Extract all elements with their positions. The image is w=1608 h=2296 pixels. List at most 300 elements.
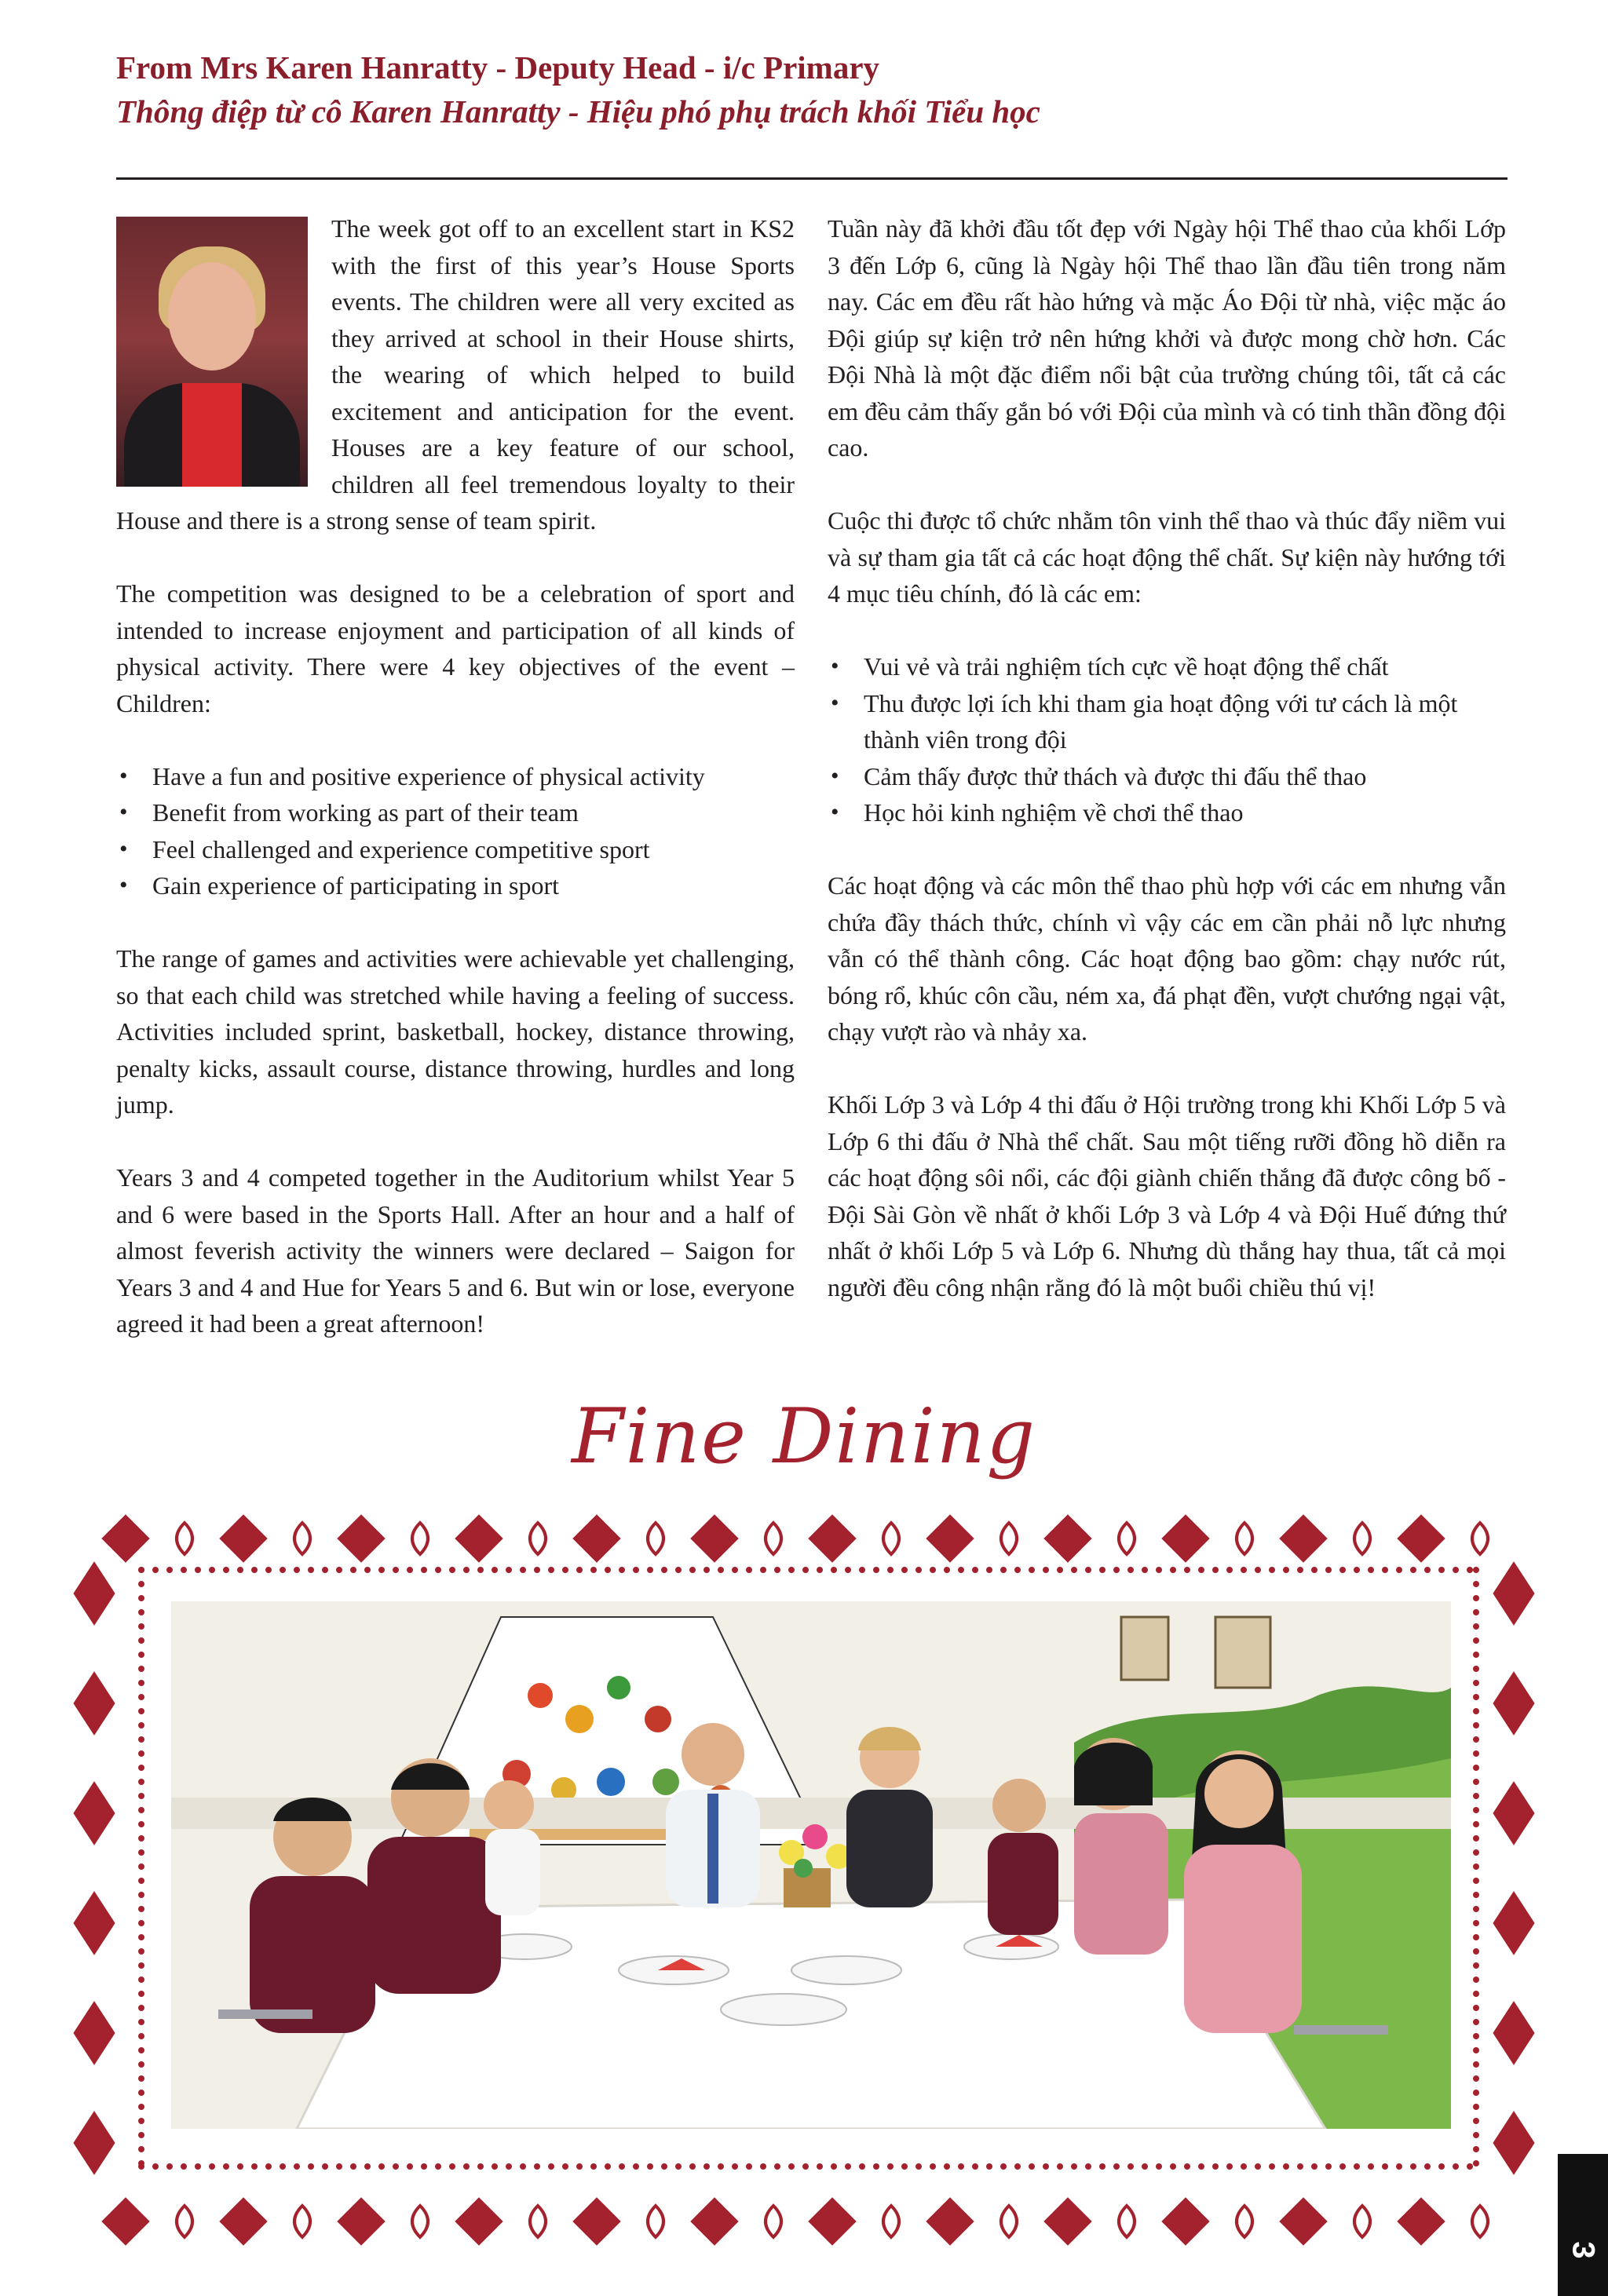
frame-dot bbox=[1474, 1765, 1479, 1771]
frame-dot bbox=[690, 1568, 696, 1573]
frame-diamond bbox=[691, 1515, 738, 1562]
frame-diamond bbox=[1280, 1515, 1327, 1562]
frame-diamond bbox=[573, 1515, 620, 1562]
frame-dot bbox=[238, 1568, 243, 1573]
frame-dot bbox=[959, 2164, 964, 2170]
frame-dot bbox=[139, 1864, 144, 1870]
frame-dot bbox=[1474, 1949, 1479, 1955]
frame-dot bbox=[690, 2164, 696, 2170]
frame-dot bbox=[351, 2164, 356, 2170]
frame-dot bbox=[846, 1568, 851, 1573]
frame-dot bbox=[379, 1568, 385, 1573]
frame-leaf bbox=[177, 2206, 192, 2237]
frame-dot bbox=[464, 2164, 470, 2170]
frame-dot bbox=[676, 1568, 682, 1573]
frame-dot bbox=[294, 2164, 300, 2170]
frame-dot bbox=[1474, 1907, 1479, 1912]
frame-dot bbox=[139, 1652, 144, 1658]
frame-dot bbox=[1001, 1568, 1007, 1573]
frame-dot bbox=[888, 1568, 894, 1573]
frame-dot bbox=[1474, 1822, 1479, 1827]
frame-dot bbox=[1185, 2164, 1190, 2170]
frame-dot bbox=[1270, 1568, 1275, 1573]
frame-dot bbox=[1474, 2062, 1479, 2068]
frame-dot bbox=[1474, 1723, 1479, 1728]
frame-diamond bbox=[74, 1562, 115, 1625]
frame-leaf bbox=[766, 1523, 781, 1554]
frame-dot bbox=[309, 1568, 314, 1573]
frame-dot bbox=[139, 2034, 144, 2039]
frame-dot bbox=[1086, 2164, 1091, 2170]
frame-dot bbox=[1474, 2104, 1479, 2110]
frame-dot bbox=[139, 1963, 144, 1969]
frame-dot bbox=[860, 1568, 865, 1573]
frame-diamond bbox=[220, 2198, 267, 2245]
frame-dot bbox=[181, 2164, 187, 2170]
page-number-tab bbox=[1558, 2154, 1608, 2296]
frame-dot bbox=[619, 1568, 625, 1573]
frame-diamond bbox=[1162, 1515, 1209, 1562]
frame-dot bbox=[450, 2164, 455, 2170]
frame-dot bbox=[718, 1568, 724, 1573]
frame-dot bbox=[139, 2104, 144, 2110]
frame-dot bbox=[1326, 1568, 1332, 1573]
frame-dot bbox=[1474, 2119, 1479, 2124]
frame-dot bbox=[153, 1568, 159, 1573]
frame-dot bbox=[648, 2164, 653, 2170]
frame-leaf bbox=[1354, 2206, 1370, 2237]
frame-dot bbox=[266, 2164, 272, 2170]
frame-dot bbox=[831, 2164, 837, 2170]
frame-leaf bbox=[294, 1523, 310, 1554]
frame-dot bbox=[139, 1610, 144, 1615]
frame-dot bbox=[1474, 2034, 1479, 2039]
frame-dot bbox=[916, 1568, 922, 1573]
frame-dot bbox=[1284, 1568, 1289, 1573]
frame-dot bbox=[1453, 2164, 1459, 2170]
frame-dot bbox=[831, 1568, 837, 1573]
frame-dot bbox=[1241, 1568, 1247, 1573]
frame-dot bbox=[139, 1991, 144, 1997]
frame-dot bbox=[945, 1568, 950, 1573]
frame-dot bbox=[464, 1568, 470, 1573]
frame-dot bbox=[1474, 1751, 1479, 1757]
frame-dot bbox=[1474, 2048, 1479, 2053]
frame-dot bbox=[1043, 1568, 1049, 1573]
frame-dot bbox=[224, 1568, 229, 1573]
frame-dot bbox=[139, 1582, 144, 1587]
frame-leaf bbox=[177, 1523, 192, 1554]
frame-dot bbox=[1474, 1779, 1479, 1785]
list-item: • Gain experience of participating in sport bbox=[116, 867, 795, 904]
frame-dot bbox=[634, 2164, 639, 2170]
list-item: • Cảm thấy được thử thách và được thi đấu thể thao bbox=[828, 758, 1506, 795]
frame-dot bbox=[775, 2164, 780, 2170]
frame-dot bbox=[1142, 1568, 1148, 1573]
frame-dot bbox=[139, 1949, 144, 1955]
frame-diamond bbox=[74, 2002, 115, 2064]
frame-dot bbox=[1474, 1638, 1479, 1644]
frame-dot bbox=[139, 1779, 144, 1785]
frame-dot bbox=[1043, 2164, 1049, 2170]
frame-diamond bbox=[1280, 2198, 1327, 2245]
frame-dot bbox=[1369, 1568, 1374, 1573]
english-paragraph-3: The range of games and activities were achievable yet challenging, so that each child was stretched while having a feeling of success. Activities included sprint, basketball, hockey, distance throwing, penalty kicks, assault course, distance throwing, hurdles and long jump. bbox=[116, 944, 795, 1119]
frame-dot bbox=[605, 1568, 611, 1573]
frame-dot bbox=[1383, 1568, 1388, 1573]
frame-dot bbox=[846, 2164, 851, 2170]
frame-dot bbox=[1340, 2164, 1346, 2170]
frame-dot bbox=[591, 2164, 597, 2170]
frame-leaf bbox=[294, 2206, 310, 2237]
frame-diamond bbox=[691, 2198, 738, 2245]
frame-dot bbox=[1397, 2164, 1402, 2170]
frame-dot bbox=[733, 2164, 738, 2170]
frame-dot bbox=[167, 2164, 173, 2170]
frame-dot bbox=[139, 1935, 144, 1940]
frame-dot bbox=[1474, 1850, 1479, 1856]
frame-dot bbox=[817, 1568, 823, 1573]
frame-dot bbox=[139, 2020, 144, 2025]
frame-dot bbox=[1474, 1864, 1479, 1870]
frame-dot bbox=[1474, 1610, 1479, 1615]
page-number: 3 bbox=[1566, 2241, 1601, 2259]
frame-leaf bbox=[648, 2206, 663, 2237]
frame-dot bbox=[139, 1850, 144, 1856]
frame-dot bbox=[407, 1568, 413, 1573]
frame-dot bbox=[1171, 1568, 1176, 1573]
frame-dot bbox=[139, 1638, 144, 1644]
frame-dot bbox=[1227, 1568, 1233, 1573]
frame-leaf bbox=[412, 2206, 428, 2237]
frame-dot bbox=[337, 2164, 342, 2170]
frame-diamond bbox=[1162, 2198, 1209, 2245]
frame-dot bbox=[1439, 2164, 1445, 2170]
frame-dot bbox=[210, 1568, 215, 1573]
frame-dot bbox=[619, 2164, 625, 2170]
frame-dot bbox=[747, 2164, 752, 2170]
frame-dot bbox=[139, 1695, 144, 1700]
frame-dot bbox=[1029, 1568, 1035, 1573]
frame-dot bbox=[973, 1568, 978, 1573]
frame-dot bbox=[139, 1624, 144, 1630]
frame-dot bbox=[1157, 2164, 1162, 2170]
frame-dot bbox=[1474, 1582, 1479, 1587]
frame-dot bbox=[139, 2133, 144, 2138]
frame-diamond bbox=[1398, 1515, 1445, 1562]
frame-dot bbox=[139, 1836, 144, 1842]
frame-dot bbox=[181, 1568, 187, 1573]
frame-dot bbox=[1397, 1568, 1402, 1573]
frame-dot bbox=[1001, 2164, 1007, 2170]
frame-dot bbox=[817, 2164, 823, 2170]
frame-diamond bbox=[220, 1515, 267, 1562]
frame-diamond bbox=[455, 1515, 502, 1562]
frame-dot bbox=[1474, 1893, 1479, 1898]
frame-dot bbox=[563, 1568, 568, 1573]
frame-dot bbox=[1474, 2133, 1479, 2138]
frame-dot bbox=[1086, 1568, 1091, 1573]
frame-dot bbox=[591, 1568, 597, 1573]
frame-dot bbox=[1474, 2006, 1479, 2011]
frame-leaf bbox=[883, 2206, 899, 2237]
frame-dot bbox=[478, 1568, 484, 1573]
frame-dot bbox=[323, 1568, 328, 1573]
frame-dot bbox=[139, 1808, 144, 1813]
frame-leaf bbox=[1354, 1523, 1370, 1554]
frame-dot bbox=[1199, 2164, 1204, 2170]
frame-dot bbox=[238, 2164, 243, 2170]
frame-dot bbox=[1474, 1935, 1479, 1940]
frame-leaf bbox=[1472, 2206, 1488, 2237]
frame-dot bbox=[662, 2164, 667, 2170]
frame-diamond bbox=[926, 1515, 974, 1562]
frame-dot bbox=[139, 1907, 144, 1912]
frame-dot bbox=[1213, 1568, 1219, 1573]
frame-dot bbox=[337, 1568, 342, 1573]
frame-dot bbox=[139, 1596, 144, 1601]
frame-dot bbox=[252, 1568, 258, 1573]
frame-dot bbox=[1213, 2164, 1219, 2170]
list-item: • Have a fun and positive experience of physical activity bbox=[116, 758, 795, 795]
frame-dot bbox=[1171, 2164, 1176, 2170]
frame-dot bbox=[1128, 2164, 1134, 2170]
frame-dot bbox=[294, 1568, 300, 1573]
frame-dot bbox=[266, 1568, 272, 1573]
frame-dot bbox=[1383, 2164, 1388, 2170]
frame-dot bbox=[139, 1737, 144, 1743]
frame-dot bbox=[139, 2161, 144, 2166]
frame-dot bbox=[1185, 1568, 1190, 1573]
frame-dot bbox=[1467, 2164, 1473, 2170]
frame-dot bbox=[1058, 2164, 1063, 2170]
frame-dot bbox=[549, 1568, 554, 1573]
frame-diamond bbox=[1493, 1672, 1534, 1735]
frame-diamond bbox=[74, 1672, 115, 1735]
frame-dot bbox=[139, 2147, 144, 2152]
frame-dot bbox=[422, 2164, 427, 2170]
frame-dot bbox=[323, 2164, 328, 2170]
frame-dot bbox=[139, 1765, 144, 1771]
frame-dot bbox=[1467, 1568, 1473, 1573]
frame-dot bbox=[1015, 1568, 1021, 1573]
frame-dot bbox=[280, 2164, 286, 2170]
frame-dot bbox=[959, 1568, 964, 1573]
frame-dot bbox=[521, 1568, 526, 1573]
frame-leaf bbox=[1119, 2206, 1135, 2237]
frame-dot bbox=[1298, 1568, 1303, 1573]
dining-photo bbox=[171, 1601, 1451, 2129]
frame-diamond bbox=[926, 2198, 974, 2245]
frame-dot bbox=[1474, 2090, 1479, 2096]
frame-dot bbox=[1255, 2164, 1261, 2170]
frame-dot bbox=[987, 1568, 992, 1573]
frame-dot bbox=[1241, 2164, 1247, 2170]
frame-leaf bbox=[1237, 2206, 1252, 2237]
frame-dot bbox=[1411, 1568, 1416, 1573]
frame-dot bbox=[1072, 2164, 1077, 2170]
frame-leaf bbox=[883, 1523, 899, 1554]
frame-dot bbox=[1474, 1794, 1479, 1799]
frame-dot bbox=[1015, 2164, 1021, 2170]
frame-leaf bbox=[1001, 2206, 1017, 2237]
frame-diamond bbox=[74, 1892, 115, 1955]
frame-dot bbox=[973, 2164, 978, 2170]
list-item: • Vui vẻ và trải nghiệm tích cực về hoạt động thể chất bbox=[828, 648, 1506, 685]
frame-dot bbox=[1425, 1568, 1431, 1573]
frame-dot bbox=[365, 1568, 371, 1573]
frame-dot bbox=[1439, 1568, 1445, 1573]
frame-dot bbox=[535, 2164, 540, 2170]
frame-dot bbox=[506, 2164, 512, 2170]
frame-dot bbox=[902, 2164, 908, 2170]
frame-dot bbox=[393, 2164, 399, 2170]
frame-dot bbox=[379, 2164, 385, 2170]
frame-dot bbox=[210, 2164, 215, 2170]
frame-dot bbox=[761, 2164, 766, 2170]
frame-dot bbox=[139, 2048, 144, 2053]
frame-dot bbox=[789, 2164, 795, 2170]
frame-dot bbox=[676, 2164, 682, 2170]
frame-dot bbox=[309, 2164, 314, 2170]
frame-leaf bbox=[530, 2206, 546, 2237]
frame-dot bbox=[407, 2164, 413, 2170]
frame-dot bbox=[196, 1568, 201, 1573]
frame-dot bbox=[1100, 1568, 1106, 1573]
frame-dot bbox=[1411, 2164, 1416, 2170]
frame-dot bbox=[1114, 1568, 1120, 1573]
frame-dot bbox=[874, 2164, 879, 2170]
frame-dot bbox=[1453, 1568, 1459, 1573]
frame-dot bbox=[1474, 2147, 1479, 2152]
frame-diamond bbox=[102, 1515, 149, 1562]
list-item: • Benefit from working as part of their team bbox=[116, 794, 795, 831]
frame-dot bbox=[196, 2164, 201, 2170]
frame-dot bbox=[789, 1568, 795, 1573]
frame-dot bbox=[1474, 1963, 1479, 1969]
frame-dot bbox=[930, 2164, 936, 2170]
frame-dot bbox=[139, 2090, 144, 2096]
frame-dot bbox=[139, 1568, 144, 1573]
frame-dot bbox=[549, 2164, 554, 2170]
frame-leaf bbox=[648, 1523, 663, 1554]
frame-dot bbox=[1298, 2164, 1303, 2170]
frame-dot bbox=[1474, 1808, 1479, 1813]
frame-diamond bbox=[809, 2198, 856, 2245]
frame-dot bbox=[139, 1709, 144, 1714]
frame-leaf bbox=[766, 2206, 781, 2237]
frame-dot bbox=[563, 2164, 568, 2170]
frame-dot bbox=[1474, 1878, 1479, 1884]
frame-dot bbox=[139, 1822, 144, 1827]
frame-dot bbox=[704, 2164, 710, 2170]
frame-dot bbox=[139, 1666, 144, 1672]
frame-dot bbox=[436, 2164, 441, 2170]
frame-dot bbox=[506, 1568, 512, 1573]
article-title-english: From Mrs Karen Hanratty - Deputy Head - i/c Primary bbox=[116, 49, 880, 86]
frame-dot bbox=[888, 2164, 894, 2170]
frame-dot bbox=[1474, 1921, 1479, 1926]
frame-diamond bbox=[809, 1515, 856, 1562]
frame-dot bbox=[139, 1878, 144, 1884]
frame-dot bbox=[761, 1568, 766, 1573]
frame-dot bbox=[139, 2076, 144, 2082]
frame-dot bbox=[1369, 2164, 1374, 2170]
frame-dot bbox=[1474, 1596, 1479, 1601]
frame-diamond bbox=[1493, 1892, 1534, 1955]
frame-dot bbox=[902, 1568, 908, 1573]
frame-dot bbox=[139, 2006, 144, 2011]
frame-diamond bbox=[102, 2198, 149, 2245]
vietnamese-paragraph-3: Các hoạt động và các môn thể thao phù hợp với các em nhưng vẫn chứa đầy thách thức, chính vì vậy các em cần phải nỗ lực nhưng vẫn có thể thành công. Các hoạt động bao gồm: chạy nước rút, bóng rổ, khúc côn cầu, ném xa, đá phạt đền, vượt chướng ngại vật, chạy vượt rào và nhảy xa. bbox=[828, 871, 1506, 1046]
frame-leaf bbox=[1472, 1523, 1488, 1554]
frame-dot bbox=[648, 1568, 653, 1573]
frame-dot bbox=[1312, 1568, 1317, 1573]
frame-dot bbox=[605, 2164, 611, 2170]
frame-dot bbox=[1284, 2164, 1289, 2170]
frame-dot bbox=[577, 2164, 583, 2170]
frame-dot bbox=[1474, 1836, 1479, 1842]
frame-dot bbox=[139, 1893, 144, 1898]
frame-dot bbox=[365, 2164, 371, 2170]
frame-diamond bbox=[1493, 2112, 1534, 2174]
english-paragraph-4: Years 3 and 4 competed together in the Auditorium whilst Year 5 and 6 were based in the Sports Hall. After an hour and a half of almost feverish activity the winners were declared – Saigon for Years 3 and 4 and Hue for Years 5 and 6. But win or lose, everyone agreed it had been a great afternoon! bbox=[116, 1163, 795, 1338]
frame-dot bbox=[916, 2164, 922, 2170]
frame-dot bbox=[1142, 2164, 1148, 2170]
frame-dot bbox=[478, 2164, 484, 2170]
frame-leaf bbox=[1001, 1523, 1017, 1554]
frame-dot bbox=[139, 1681, 144, 1686]
frame-dot bbox=[1114, 2164, 1120, 2170]
frame-dot bbox=[1474, 2161, 1479, 2166]
frame-dot bbox=[1100, 2164, 1106, 2170]
english-paragraph-1: The week got off to an excellent start in KS2 with the first of this year’s House Sports events. The children were all very excited as they arrived at school in their House shirts, the wearing of which helped to build excitement and anticipation for the event. Houses are a key feature of our school, children all feel tremendous loyalty to their House and there is a strong sense of team spirit. bbox=[116, 214, 795, 535]
frame-dot bbox=[521, 2164, 526, 2170]
frame-dot bbox=[1312, 2164, 1317, 2170]
frame-dot bbox=[393, 1568, 399, 1573]
frame-dot bbox=[280, 1568, 286, 1573]
list-item: • Feel challenged and experience competitive sport bbox=[116, 831, 795, 868]
frame-dot bbox=[139, 1751, 144, 1757]
frame-dot bbox=[733, 1568, 738, 1573]
frame-dot bbox=[747, 1568, 752, 1573]
frame-dot bbox=[775, 1568, 780, 1573]
frame-leaf bbox=[412, 1523, 428, 1554]
frame-diamond bbox=[74, 2112, 115, 2174]
frame-dot bbox=[860, 2164, 865, 2170]
frame-dot bbox=[1425, 2164, 1431, 2170]
frame-dot bbox=[577, 1568, 583, 1573]
frame-dot bbox=[987, 2164, 992, 2170]
frame-leaf bbox=[1119, 1523, 1135, 1554]
frame-dot bbox=[1474, 1695, 1479, 1700]
frame-dot bbox=[1474, 1681, 1479, 1686]
frame-diamond bbox=[573, 2198, 620, 2245]
frame-dot bbox=[930, 1568, 936, 1573]
frame-dot bbox=[803, 2164, 809, 2170]
frame-diamond bbox=[1493, 2002, 1534, 2064]
frame-dot bbox=[224, 2164, 229, 2170]
frame-diamond bbox=[1493, 1562, 1534, 1625]
list-item: • Thu được lợi ích khi tham gia hoạt động với tư cách là một thành viên trong đội bbox=[828, 685, 1506, 758]
frame-dot bbox=[704, 1568, 710, 1573]
frame-dot bbox=[252, 2164, 258, 2170]
frame-dot bbox=[1227, 2164, 1233, 2170]
frame-dot bbox=[1474, 1568, 1479, 1573]
frame-dot bbox=[1474, 2076, 1479, 2082]
frame-leaf bbox=[530, 1523, 546, 1554]
frame-dot bbox=[1474, 1666, 1479, 1672]
